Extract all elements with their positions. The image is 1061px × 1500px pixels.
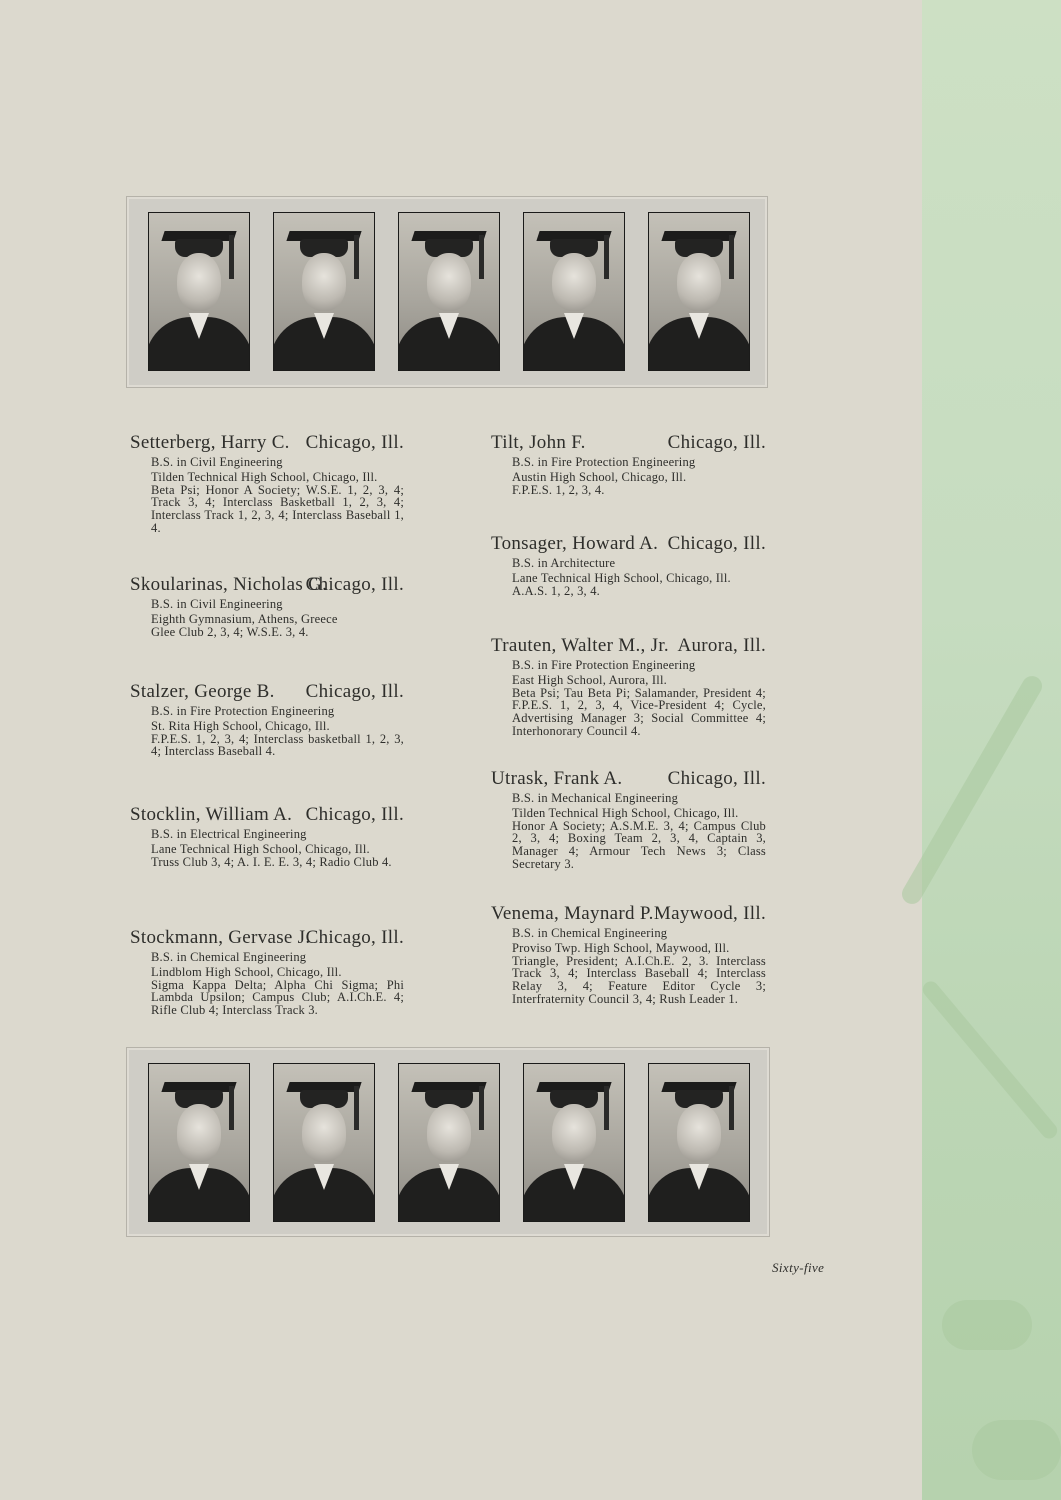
student-school: Lane Technical High School, Chicago, Ill. [512,570,731,585]
student-activities: Beta Psi; Tau Beta Pi; Salamander, President 4; F.P.E.S. 1, 2, 3, 4, Vice-President 4; Cycle, Advertising Manager 3; Social Committee 4; Interhonorary Council 4. [512,685,766,738]
student-entry [130,804,404,868]
student-degree: B.S. in Electrical Engineering [151,827,307,841]
student-name: Trauten, Walter M., Jr. [491,635,669,656]
student-activities: Triangle, President; A.I.Ch.E. 2, 3. Interclass Track 3, 4; Interclass Baseball 4; Interclass Relay 3, 4; Feature Editor Cycle 3; Interfraternity Council 3, 4; Rush Leader 1. [512,953,766,1006]
student-name: Stocklin, William A. [130,804,293,825]
student-school: Proviso Twp. High School, Maywood, Ill. [512,940,730,955]
portrait-photo [398,212,500,371]
student-name: Venema, Maynard P. [491,903,654,924]
portrait-photo [398,1063,500,1222]
student-city: Chicago, Ill. [667,533,766,554]
student-school: Tilden Technical High School, Chicago, Ill. [512,805,739,820]
student-degree: B.S. in Mechanical Engineering [512,791,679,805]
student-entry [130,432,404,535]
student-entry [130,927,404,1017]
student-entry [130,681,404,758]
student-degree: B.S. in Chemical Engineering [512,926,668,940]
student-city: Chicago, Ill. [305,927,404,948]
student-name: Stockmann, Gervase J. [130,927,311,948]
student-degree: B.S. in Fire Protection Engineering [512,455,696,469]
student-name: Tonsager, Howard A. [491,533,659,554]
student-city: Chicago, Ill. [305,432,404,453]
student-city: Chicago, Ill. [305,804,404,825]
student-name: Utrask, Frank A. [491,768,623,789]
student-school: East High School, Aurora, Ill. [512,672,667,687]
student-entry [491,768,766,871]
student-city: Chicago, Ill. [667,432,766,453]
decorative-streak [942,1300,1032,1350]
student-city: Aurora, Ill. [677,635,766,656]
student-city: Chicago, Ill. [667,768,766,789]
student-name: Stalzer, George B. [130,681,275,702]
student-entry [491,635,766,738]
student-activities: F.P.E.S. 1, 2, 3, 4; Interclass basketball 1, 2, 3, 4; Interclass Baseball 4. [151,731,404,759]
student-activities: Honor A Society; A.S.M.E. 3, 4; Campus Club 2, 3, 4; Boxing Team 2, 3, 4, Captain 3, Manager 4; Armour Tech News 3; Class Secretary 3. [512,818,766,871]
student-degree: B.S. in Architecture [512,556,616,570]
student-activities: Glee Club 2, 3, 4; W.S.E. 3, 4. [151,624,309,639]
student-activities: A.A.S. 1, 2, 3, 4. [512,583,600,598]
student-entry [491,903,766,1006]
portrait-photo [273,212,375,371]
student-city: Chicago, Ill. [305,574,404,595]
student-entry [491,432,766,496]
decorative-streak [898,672,1045,907]
portrait-photo [148,1063,250,1222]
student-degree: B.S. in Civil Engineering [151,455,283,469]
student-degree: B.S. in Fire Protection Engineering [151,704,335,718]
decorative-streak [920,978,1061,1141]
student-activities: Beta Psi; Honor A Society; W.S.E. 1, 2, 3, 4; Track 3, 4; Interclass Basketball 1, 2, 3, 4; Interclass Track 1, 2, 3, 4; Interclass Baseball 1, 4. [151,482,404,535]
photo-strip-bottom [126,1047,770,1237]
student-degree: B.S. in Civil Engineering [151,597,283,611]
student-school: St. Rita High School, Chicago, Ill. [151,718,330,733]
student-activities: F.P.E.S. 1, 2, 3, 4. [512,482,605,497]
student-entry [130,574,404,638]
student-school: Eighth Gymnasium, Athens, Greece [151,611,338,626]
student-name: Skoularinas, Nicholas G. [130,574,328,595]
portrait-photo [523,1063,625,1222]
student-city: Chicago, Ill. [305,681,404,702]
student-name: Tilt, John F. [491,432,586,453]
student-entry [491,533,766,597]
student-degree: B.S. in Fire Protection Engineering [512,658,696,672]
decorative-green-band [922,0,1061,1500]
decorative-streak [972,1420,1061,1480]
portrait-photo [648,1063,750,1222]
student-school: Austin High School, Chicago, Ill. [512,469,687,484]
student-degree: B.S. in Chemical Engineering [151,950,307,964]
student-city: Maywood, Ill. [653,903,766,924]
student-activities: Sigma Kappa Delta; Alpha Chi Sigma; Phi Lambda Upsilon; Campus Club; A.I.Ch.E. 4; Rifle Club 4; Interclass Track 3. [151,977,404,1018]
photo-strip-top [126,196,768,388]
portrait-photo [523,212,625,371]
portrait-photo [148,212,250,371]
portrait-photo [273,1063,375,1222]
student-name: Setterberg, Harry C. [130,432,290,453]
student-activities: Truss Club 3, 4; A. I. E. E. 3, 4; Radio Club 4. [151,854,392,869]
student-school: Tilden Technical High School, Chicago, Ill. [151,469,378,484]
portrait-photo [648,212,750,371]
student-school: Lindblom High School, Chicago, Ill. [151,964,342,979]
student-school: Lane Technical High School, Chicago, Ill. [151,841,370,856]
page-number: Sixty-five [772,1260,825,1275]
